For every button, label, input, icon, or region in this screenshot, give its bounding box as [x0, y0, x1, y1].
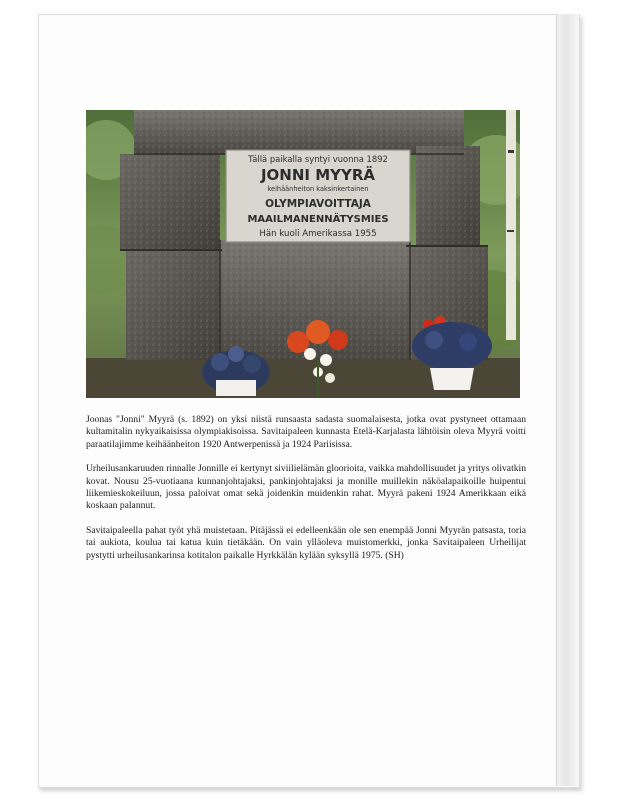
plaque-line-6: Hän kuoli Amerikassa 1955	[259, 229, 377, 239]
paragraph-1: Joonas "Jonni" Myyrä (s. 1892) on yksi niistä runsaasta sadasta suomalaisesta, jotka ovat pystyneet ottamaan kultamitalin nykyaikaisissa olympiakisoissa. Savitaipaleen kunnasta Etelä-Karjalasta lähtöisin oleva Myyrä voitti paraatilajimme keihäänheiton 1920 Antwerpenissä ja 1924 Pariisissa.	[86, 414, 526, 450]
memorial-photo	[86, 110, 520, 398]
article-text	[86, 414, 526, 574]
book-spine	[556, 14, 579, 786]
plaque-line-3: keihäänheiton kaksinkertainen	[267, 185, 369, 193]
memorial-plaque	[226, 150, 410, 242]
plaque-line-4: OLYMPIAVOITTAJA	[265, 198, 371, 210]
plaque-line-5: MAAILMANENNÄTYSMIES	[247, 214, 389, 225]
paragraph-3: Savitaipaleella pahat työt yhä muistetaan. Pitäjässä ei edelleenkään ole sen enempää Jonni Myyrän patsasta, toria tai aukiota, koulua tai katua kuin tietäkään. On vain ylläoleva muistomerkki, jonka Savitaipaleen Urheilijat pystytti urheilusankarinsa kotitalon paikalle Hyrkkälän kylään syksyllä 1975. (SH)	[86, 524, 526, 561]
paragraph-2: Urheilusankaruuden rinnalle Jonnille ei kertynyt siviilielämän gloorioita, vaikka mahdollisuudet ja yritys olivatkin kovat. Nousu 25-vuotiaana kunnanjohtajaksi, pankinjohtajaksi ja monille muillekin näköalapaikoille huipentui liikemieskokeiluun, jossa paloivat omat sekä joidenkin muidenkin rahat. Myyrä pakeni 1924 Amerikkaan eikä koskaan palannut.	[86, 463, 526, 512]
plaque-name: JONNI MYYRÄ	[260, 166, 376, 184]
plaque-line-1: Tällä paikalla syntyi vuonna 1892	[248, 154, 388, 164]
